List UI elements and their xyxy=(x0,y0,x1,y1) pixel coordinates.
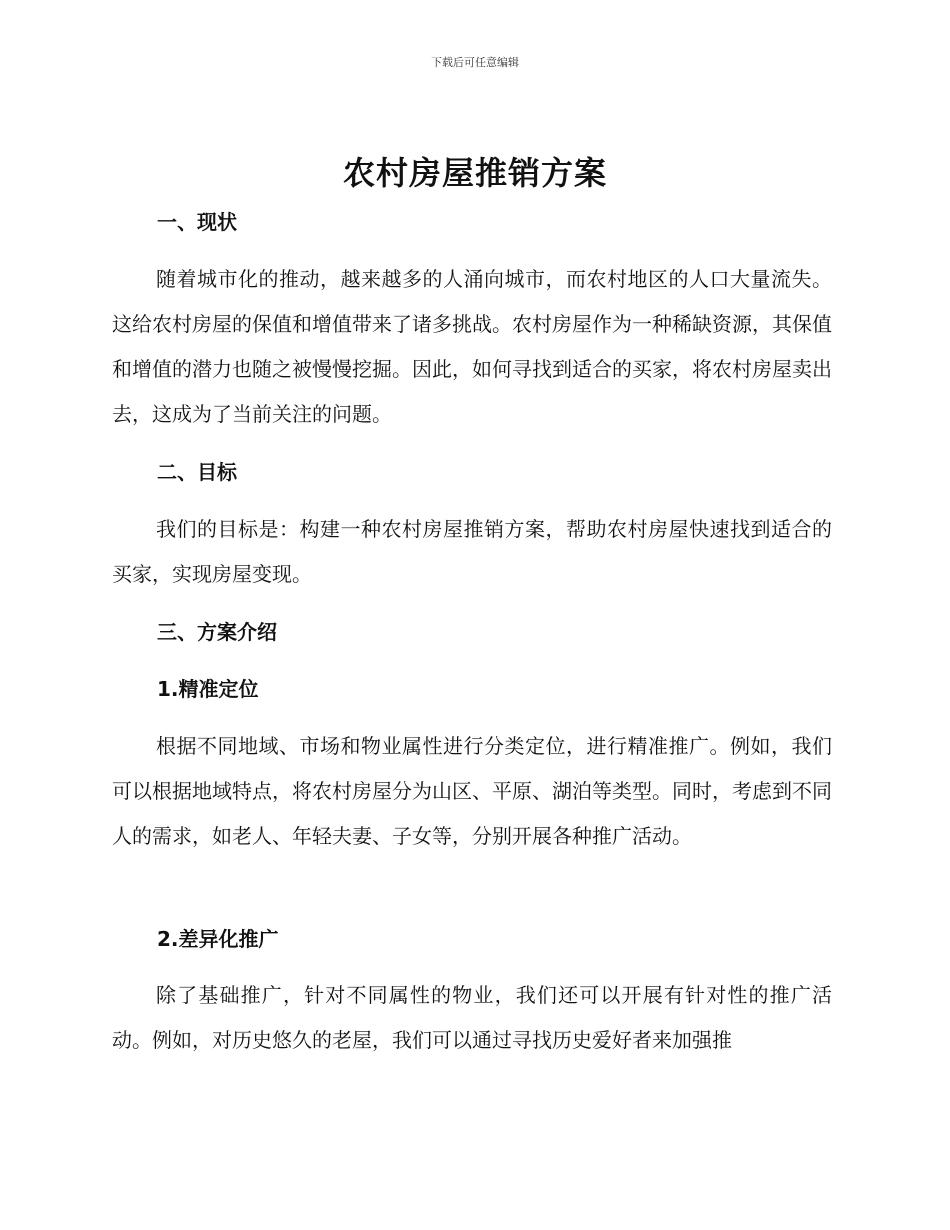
subsection-heading-differentiation: 2.差异化推广 xyxy=(157,927,279,951)
header-note: 下载后可任意编辑 xyxy=(431,56,519,69)
paragraph-differentiation: 除了基础推广，针对不同属性的物业，我们还可以开展有针对性的推广活动。例如，对历史悠久的老屋，我们可以通过寻找历史爱好者来加强推 xyxy=(112,983,832,1052)
paragraph-goal: 我们的目标是：构建一种农村房屋推销方案，帮助农村房屋快速找到适合的买家，实现房屋变现。 xyxy=(112,517,832,586)
section-heading-plan: 三、方案介绍 xyxy=(157,620,277,644)
section-heading-status: 一、现状 xyxy=(157,210,237,234)
section-heading-goal: 二、目标 xyxy=(157,460,237,484)
document-title: 农村房屋推销方案 xyxy=(342,154,607,192)
paragraph-positioning: 根据不同地域、市场和物业属性进行分类定位，进行精准推广。例如，我们可以根据地域特点，将农村房屋分为山区、平原、湖泊等类型。同时，考虑到不同人的需求，如老人、年轻夫妻、子女等，分别开展各种推广活动。 xyxy=(112,734,832,848)
subsection-heading-positioning: 1.精准定位 xyxy=(157,677,259,701)
paragraph-status: 随着城市化的推动，越来越多的人涌向城市，而农村地区的人口大量流失。这给农村房屋的保值和增值带来了诸多挑战。农村房屋作为一种稀缺资源，其保值和增值的潜力也随之被慢慢挖掘。因此，如何寻找到适合的买家，将农村房屋卖出去，这成为了当前关注的问题。 xyxy=(112,267,832,426)
